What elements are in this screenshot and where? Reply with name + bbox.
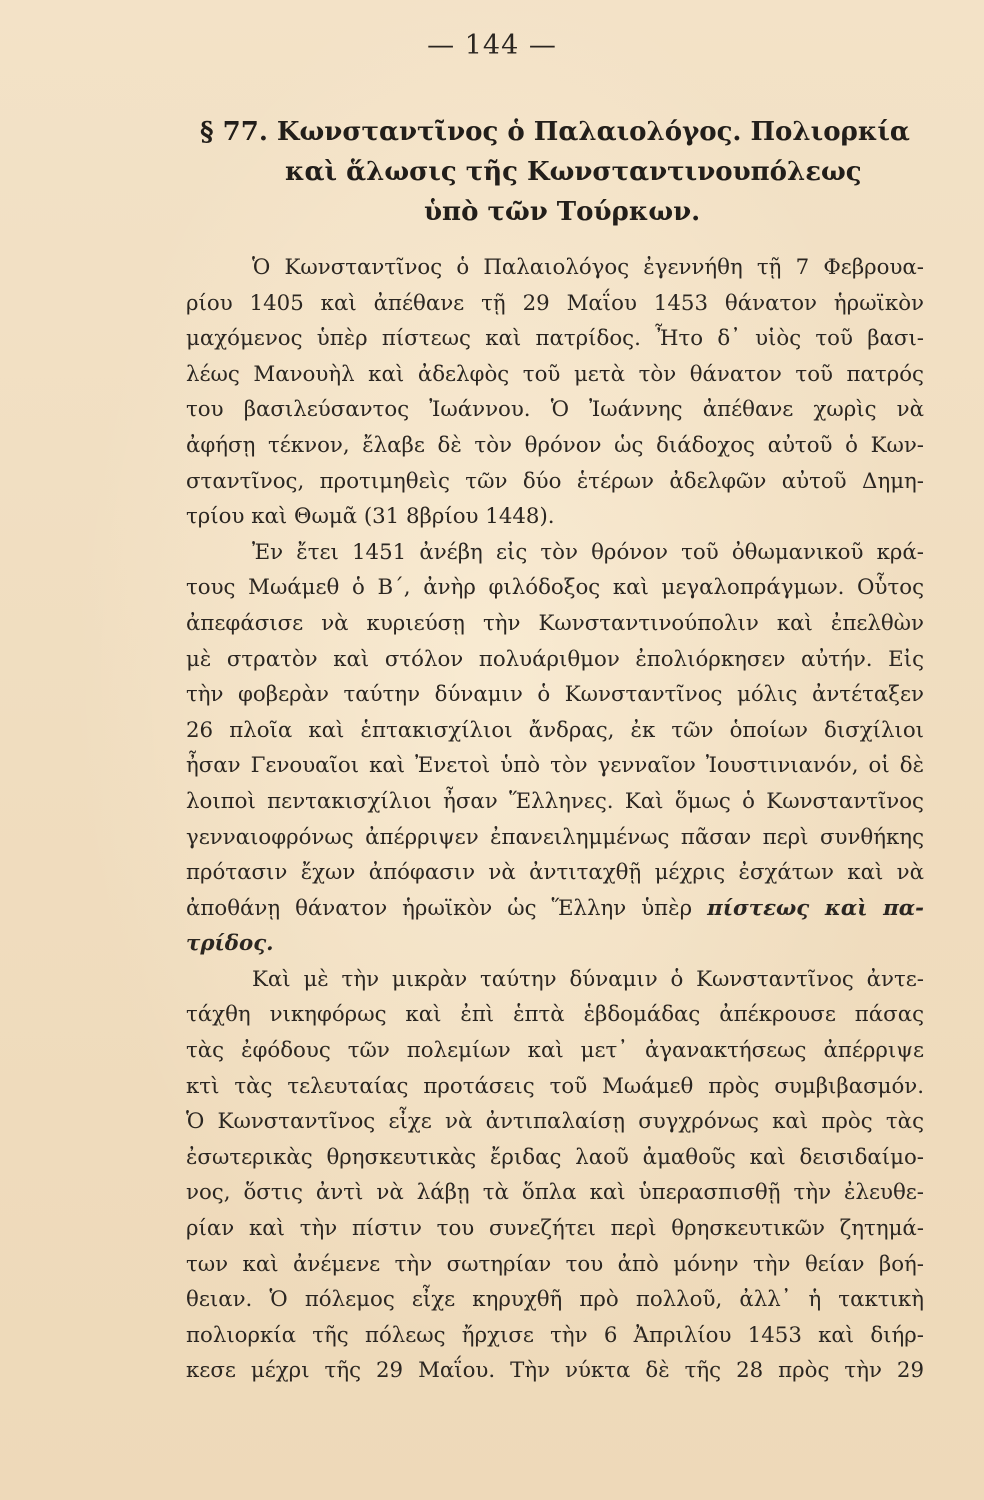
heading-line: ὑπὸ τῶν Τούρκων. [424, 197, 701, 227]
text-line: των καὶ ἀνέμενε τὴν σωτηρίαν του ἀπὸ μόνην τὴν θείαν βοή- [186, 1251, 924, 1277]
text-line: του βασιλεύσαντος Ἰωάννου. Ὁ Ἰωάννης ἀπέθανε χωρὶς νὰ [186, 397, 924, 423]
text-line: σταντῖνος, προτιμηθεὶς τῶν δύο ἑτέρων ἀδελφῶν αὐτοῦ Δημη- [186, 468, 924, 494]
text-segment: ἀποθάνῃ θάνατον ἡρωϊκὸν ὡς Ἕλλην ὑπὲρ [186, 895, 693, 921]
text-line: κεσε μέχρι τῆς 29 Μαΐου. Τὴν νύκτα δὲ τῆς 28 πρὸς τὴν 29 [186, 1358, 924, 1384]
text-line: Ἐν ἔτει 1451 ἀνέβη εἰς τὸν θρόνον τοῦ ὀθωμανικοῦ κρά- [252, 539, 924, 565]
text-line: πρότασιν ἔχων ἀπόφασιν νὰ ἀντιταχθῇ μέχρις ἐσχάτων καὶ νὰ [186, 860, 924, 886]
text-line: τὴν φοβερὰν ταύτην δύναμιν ὁ Κωνσταντῖνος μόλις ἀντέταξεν [186, 682, 924, 708]
text-line: ἦσαν Γενουαῖοι καὶ Ἐνετοὶ ὑπὸ τὸν γενναῖον Ἰουστινιανόν, οἱ δὲ [186, 753, 924, 779]
text-line: τὰς ἐφόδους τῶν πολεμίων καὶ μετ᾽ ἀγανακτήσεως ἀπέρριψε [186, 1038, 924, 1064]
body-text [186, 250, 924, 1389]
text-line: μαχόμενος ὑπὲρ πίστεως καὶ πατρίδος. Ἦτο δ᾽ υἱὸς τοῦ βασι- [186, 326, 924, 352]
text-line: Ὁ Κωνσταντῖνος ὁ Παλαιολόγος ἐγεννήθη τῇ 7 Φεβρουα- [252, 255, 924, 280]
heading-line: § 77. Κωνσταντῖνος ὁ Παλαιολόγος. Πολιορκία [200, 117, 910, 147]
text-line: τους Μωάμεθ ὁ Β΄, ἀνὴρ φιλόδοξος καὶ μεγαλοπράγμων. Οὗτος [186, 575, 924, 601]
emphasized-text: πίστεως καὶ πα- [707, 895, 924, 921]
text-line [186, 926, 924, 962]
text-line: γενναιοφρόνως ἀπέρριψεν ἐπανειλημμένως πᾶσαν περὶ συνθήκης [186, 824, 924, 850]
text-line: νος, ὅστις ἀντὶ νὰ λάβῃ τὰ ὅπλα καὶ ὑπερασπισθῇ τὴν ἐλευθε- [186, 1180, 924, 1206]
text-line: τάχθη νικηφόρως καὶ ἐπὶ ἑπτὰ ἑβδομάδας ἀπέκρουσε πάσας [186, 1002, 924, 1028]
section-heading [200, 112, 912, 232]
text-line: πολιορκία τῆς πόλεως ἤρχισε τὴν 6 Ἀπριλίου 1453 καὶ διήρ- [186, 1322, 924, 1348]
text-line: ἀφήσῃ τέκνον, ἔλαβε δὲ τὸν θρόνον ὡς διάδοχος αὐτοῦ ὁ Κων- [186, 432, 924, 458]
text-line: λέως Μανουὴλ καὶ ἀδελφὸς τοῦ μετὰ τὸν θάνατον τοῦ πατρός [186, 361, 924, 387]
text-line: ἀπεφάσισε νὰ κυριεύσῃ τὴν Κωνσταντινούπολιν καὶ ἐπελθὼν [186, 610, 924, 636]
page-number: — 144 — [427, 30, 557, 61]
emphasized-text: τρίδος. [186, 931, 274, 957]
text-line: Ὁ Κωνσταντῖνος εἶχε νὰ ἀντιπαλαίσῃ συγχρόνως καὶ πρὸς τὰς [186, 1109, 924, 1135]
text-line [186, 891, 924, 927]
text-line: ρίου 1405 καὶ ἀπέθανε τῇ 29 Μαΐου 1453 θάνατον ἡρωϊκὸν [186, 290, 924, 316]
text-line: μὲ στρατὸν καὶ στόλον πολυάριθμον ἐπολιόρκησεν αὐτήν. Εἰς [186, 646, 924, 672]
text-line: κτὶ τὰς τελευταίας προτάσεις τοῦ Μωάμεθ πρὸς συμβιβασμόν. [186, 1073, 924, 1099]
text-line: ρίαν καὶ τὴν πίστιν του συνεζήτει περὶ θρησκευτικῶν ζητημά- [186, 1216, 924, 1242]
text-line: θειαν. Ὁ πόλεμος εἶχε κηρυχθῆ πρὸ πολλοῦ, ἀλλ᾽ ἡ τακτικὴ [186, 1287, 924, 1313]
text-line: Καὶ μὲ τὴν μικρὰν ταύτην δύναμιν ὁ Κωνσταντῖνος ἀντε- [252, 966, 924, 992]
text-line: ἐσωτερικὰς θρησκευτικὰς ἔριδας λαοῦ ἀμαθοῦς καὶ δεισιδαίμο- [186, 1144, 924, 1170]
heading-line: καὶ ἅλωσις τῆς Κωνσταντινουπόλεως [285, 157, 862, 187]
text-line: 26 πλοῖα καὶ ἑπτακισχίλιοι ἄνδρας, ἐκ τῶν ὁποίων δισχίλιοι [186, 717, 924, 743]
text-line: τρίου καὶ Θωμᾶ (31 8βρίου 1448). [186, 504, 555, 530]
text-line: λοιποὶ πεντακισχίλιοι ἦσαν Ἕλληνες. Καὶ ὅμως ὁ Κωνσταντῖνος [186, 788, 924, 814]
